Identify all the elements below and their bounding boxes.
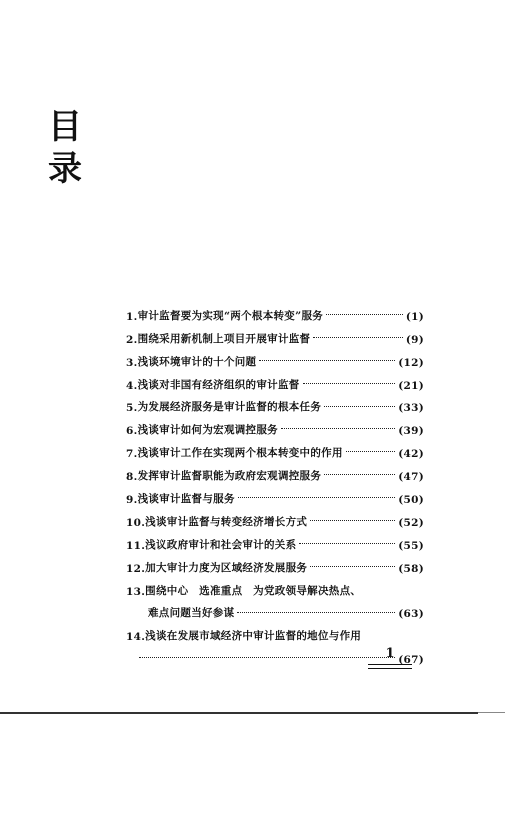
toc-entry-2[interactable] [126,323,424,346]
table-of-contents [126,300,424,666]
toc-entry-title: 浅谈环境审计的十个问题 [137,355,257,368]
toc-entry-title: 围绕中心 选准重点 为党政领导解决热点、 [145,584,362,597]
toc-entry-page: (39) [398,425,424,438]
dot-leader [299,543,395,544]
toc-entry-title: 浅谈审计监督与服务 [137,493,235,506]
dot-leader [346,451,395,452]
dot-leader [237,612,395,613]
dot-leader [238,497,395,498]
toc-entry-number: 10. [126,516,146,529]
toc-entry-page: (67) [398,654,424,667]
toc-entry-number: 1. [126,310,138,323]
dot-leader [281,428,395,429]
toc-entry-title: 加大审计力度为区域经济发展服务 [145,561,308,574]
toc-entry-title: 浅议政府审计和社会审计的关系 [145,538,297,551]
toc-entry-title: 浅谈审计监督与转变经济增长方式 [145,515,308,528]
toc-entry-page: (1) [405,310,424,323]
toc-entry-title: 发挥审计监督职能为政府宏观调控服务 [137,470,322,483]
toc-entry-page: (63) [398,608,424,621]
toc-entry-number: 9. [126,494,138,507]
toc-entry-11[interactable] [126,529,424,552]
toc-entry-page: (12) [398,356,424,369]
toc-entry-page: (9) [405,333,424,346]
page-number-double-underline [368,668,412,669]
toc-entry-9[interactable] [126,483,424,506]
dot-leader [313,337,402,338]
toc-entry-title: 浅谈审计如何为宏观调控服务 [137,424,278,437]
toc-entry-number: 7. [126,448,138,461]
toc-entry-number: 3. [126,356,138,369]
toc-entry-number: 11. [126,539,146,552]
toc-entry-number: 2. [126,333,138,346]
toc-entry-10[interactable] [126,506,424,529]
toc-entry-page: (58) [398,562,424,575]
toc-entry-12[interactable] [126,552,424,575]
toc-entry-title: 浅谈对非国有经济组织的审计监督 [137,378,300,391]
bottom-rule [0,712,478,714]
page-number-underline [368,664,412,665]
toc-entry-page: (52) [398,516,424,529]
toc-entry-4[interactable] [126,369,424,392]
toc-entry-title: 浅谈在发展市域经济中审计监督的地位与作用 [145,630,362,643]
toc-entry-5[interactable] [126,392,424,415]
bottom-rule-end [478,712,505,713]
toc-entry-title: 审计监督要为实现“两个根本转变”服务 [137,309,324,322]
toc-entry-title: 围绕采用新机制上项目开展审计监督 [137,332,311,345]
toc-entry-page: (50) [398,494,424,507]
toc-title-char-2: 录 [48,149,82,189]
toc-entry-3[interactable] [126,346,424,369]
toc-entry-number: 12. [126,562,146,575]
dot-leader [324,406,395,407]
toc-entry-14[interactable] [126,620,424,643]
toc-entry-page: (42) [398,448,424,461]
toc-entry-page: (21) [398,379,424,392]
toc-entry-number: 4. [126,379,138,392]
toc-entry-7[interactable] [126,437,424,460]
toc-entry-title: 浅谈审计工作在实现两个根本转变中的作用 [137,447,343,460]
toc-entry-page: (55) [398,539,424,552]
toc-entry-13[interactable] [126,575,424,598]
toc-entry-number: 6. [126,425,138,438]
toc-entry-title: 为发展经济服务是审计监督的根本任务 [137,401,322,414]
toc-entry-page: (33) [398,402,424,415]
toc-entry-8[interactable] [126,460,424,483]
dot-leader [303,383,396,384]
dot-leader [310,520,395,521]
dot-leader [326,314,403,315]
toc-entry-number: 5. [126,402,138,415]
page-number: 1 [385,646,395,661]
toc-title-char-1: 目 [48,107,82,147]
toc-entry-number: 8. [126,471,138,484]
toc-entry-1[interactable] [126,300,424,323]
toc-entry-13-continued[interactable] [126,598,424,621]
dot-leader [259,360,395,361]
toc-entry-number: 13. [126,585,146,598]
dot-leader [139,657,395,658]
toc-entry-number: 14. [126,631,146,644]
toc-entry-page: (47) [398,471,424,484]
dot-leader [324,474,395,475]
dot-leader [310,566,395,567]
toc-entry-title: 难点问题当好参谋 [148,607,235,620]
toc-entry-6[interactable] [126,414,424,437]
